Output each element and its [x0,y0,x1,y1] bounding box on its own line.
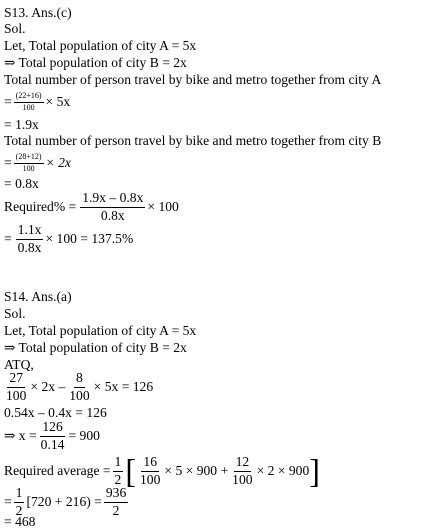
q13-expr-2-lead: = [4,155,12,170]
q13-expr-3-lead: Required% = [4,199,77,214]
q14-expr-2-lead: ⇒ x = [4,428,37,443]
q14-expr-3-mid: × 5 × 900 + [164,463,229,478]
q14-expr-4-mid: [720 + 216) = [26,494,102,509]
q14-expr-4-num: 936 [104,486,128,502]
q13-expr-1-fraction [14,92,44,113]
q14-expr-2-tail: = 900 [68,428,100,443]
q14-expr-1-mid: × 2x – [30,379,66,394]
q14-expr-2-fraction [39,420,67,452]
q13-expr-3-fraction [80,191,145,223]
q13-line-4: Total number of person travel by bike and metro together from city B [4,133,382,148]
q14-expr-4-lead: = [4,494,12,509]
q14-line-3: 0.54x – 0.4x = 126 [4,405,107,420]
q13-line-3: Total number of person travel by bike and metro together from city A [4,72,382,87]
q13-expr-1-num: (22+16) [14,92,44,103]
q13-expr-4-fraction [16,223,44,255]
q14-sol: Sol. [4,306,26,321]
q13-expr-4-tail: × 100 = 137.5% [45,231,134,246]
q13-expr-4-num: 1.1x [16,223,44,239]
q13-expr-2-tail: × 2x [45,155,71,170]
q14-expr-2 [4,419,100,453]
q13-expr-4 [4,222,133,256]
q14-expr-3 [4,454,320,488]
q13-expr-2-den: 100 [22,163,35,173]
q14-expr-1 [4,370,153,404]
q13-expr-4-lead: = [4,231,12,246]
q14-expr-4-half-den: 2 [15,502,23,518]
q13-heading: S13. Ans.(c) [4,5,72,20]
q14-expr-3-den-1: 100 [140,471,161,487]
q13-expr-3 [4,190,179,224]
q14-expr-3-right-bracket: ] [309,452,320,490]
q13-result-1: = 1.9x [4,117,39,132]
q13-line-1: Let, Total population of city A = 5x [4,38,197,53]
q14-expr-1-fraction-1 [4,371,28,403]
q14-expr-2-num: 126 [40,420,64,436]
q14-line-2: ⇒ Total population of city B = 2x [4,340,187,355]
q13-expr-1-tail: × 5x [45,94,71,109]
q14-result: = 468 [4,514,36,529]
q13-expr-1-den: 100 [22,102,35,112]
q14-heading: S14. Ans.(a) [4,289,72,304]
q14-expr-4-half-num: 1 [14,486,25,502]
q14-expr-3-left-bracket: [ [125,452,136,490]
q13-expr-2-fraction [14,153,44,174]
q14-expr-3-fraction-1 [138,455,162,487]
q14-expr-3-half-den: 2 [114,471,122,487]
q14-expr-3-num-1: 16 [141,455,159,471]
q14-atq: ATQ, [4,357,34,372]
q13-expr-4-den: 0.8x [17,239,42,255]
q13-expr-1 [4,89,70,115]
q14-expr-4-fraction [104,486,128,518]
q14-expr-3-fraction-2 [230,455,254,487]
q13-line-2: ⇒ Total population of city B = 2x [4,55,187,70]
q13-expr-3-tail: × 100 [147,199,179,214]
q14-expr-1-den-2: 100 [69,387,90,403]
q14-expr-3-num-2: 12 [234,455,252,471]
q14-expr-3-den-2: 100 [232,471,253,487]
q14-expr-4-den: 2 [112,502,120,518]
q14-expr-2-den: 0.14 [40,436,65,452]
q14-expr-1-fraction-2 [67,371,91,403]
q14-expr-1-tail: × 5x = 126 [93,379,154,394]
q13-sol: Sol. [4,21,26,36]
q13-expr-3-num: 1.9x – 0.8x [80,191,145,207]
q13-expr-1-lead: = [4,94,12,109]
q14-line-1: Let, Total population of city A = 5x [4,323,197,338]
q14-expr-3-half [113,455,124,487]
q14-expr-3-tail: × 2 × 900 [256,463,310,478]
q14-expr-1-num-1: 27 [7,371,25,387]
q14-expr-3-lead: Required average = [4,463,111,478]
q14-expr-3-half-num: 1 [113,455,124,471]
q13-result-2: = 0.8x [4,176,39,191]
q14-expr-1-den-1: 100 [6,387,27,403]
q13-expr-2 [4,150,71,176]
q14-expr-1-num-2: 8 [74,371,85,387]
q13-expr-2-num: (28+12) [14,153,44,164]
q13-expr-3-den: 0.8x [100,207,125,223]
